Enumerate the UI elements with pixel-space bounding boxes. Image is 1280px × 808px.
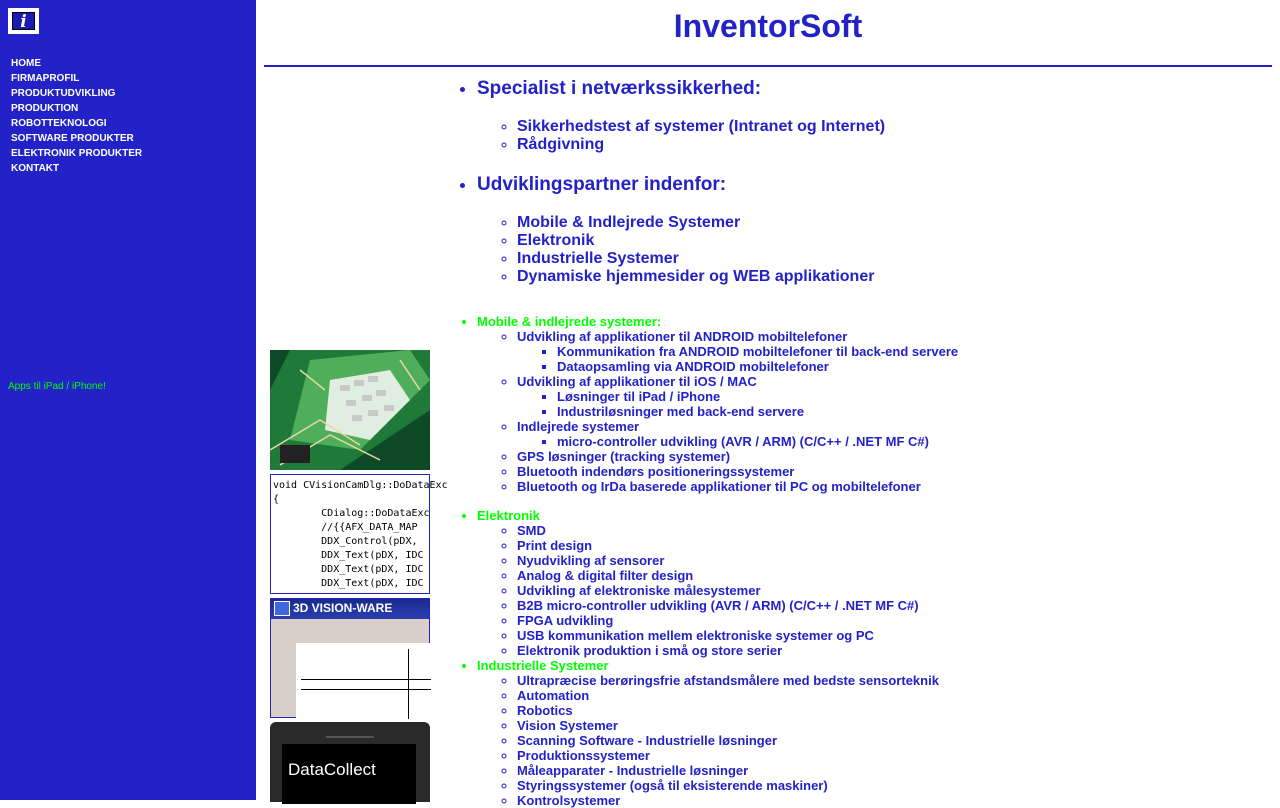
nav-item-software-produkter[interactable]: SOFTWARE PRODUKTER — [11, 133, 134, 144]
list-item-label: Udvikling af applikationer til iOS / MAC — [517, 374, 757, 389]
headline-list — [437, 78, 1277, 286]
circuit-board-image[interactable] — [270, 350, 430, 470]
list-item: ◦ Ultrapræcise berøringsfrie afstandsmålere med bedste sensorteknik — [517, 673, 1277, 688]
list-item: ◦ Elektronik — [517, 232, 1277, 250]
list-item: ◦ Nyudvikling af sensorer — [517, 553, 1277, 568]
page-title: InventorSoft — [673, 8, 863, 44]
list-item — [477, 658, 1277, 808]
list-item: ◦ Bluetooth indendørs positioneringssystemer — [517, 464, 1277, 479]
list-item: ▪ Løsninger til iPad / iPhone — [557, 389, 1277, 404]
list-item-label: Udviklingspartner indenfor: — [477, 174, 727, 195]
list-item: ◦ SMD — [517, 523, 1277, 538]
main-content — [437, 78, 1277, 808]
elektronik-section — [437, 508, 1277, 808]
list-item: ◦ GPS løsninger (tracking systemer) — [517, 449, 1277, 464]
sublist — [477, 673, 1277, 808]
list-item: ◦ USB kommunikation mellem elektroniske systemer og PC — [517, 628, 1277, 643]
list-item: ▪ Dataopsamling via ANDROID mobiltelefoner — [557, 359, 1277, 374]
list-item: ◦ Analog & digital filter design — [517, 568, 1277, 583]
nav-item-elektronik-produkter[interactable]: ELEKTRONIK PRODUKTER — [11, 148, 143, 159]
code-line: DDX_Text(pDX, IDC — [273, 578, 424, 589]
nav-item-home[interactable]: HOME — [11, 58, 41, 69]
code-line: void CVisionCamDlg::DoDataExc — [273, 480, 448, 491]
app-icon — [274, 601, 290, 616]
list-item — [517, 374, 1277, 419]
nav-item-produktudvikling[interactable]: PRODUKTUDVIKLING — [11, 88, 116, 99]
sublist — [517, 389, 1277, 419]
nav-item-kontakt[interactable]: KONTAKT — [11, 163, 60, 174]
list-item: ◦ Scanning Software - Industrielle løsninger — [517, 733, 1277, 748]
phone-label: DataCollect — [288, 760, 376, 779]
nav-item-firmaprofil[interactable]: FIRMAPROFIL — [11, 73, 80, 84]
vision-ware-screenshot[interactable] — [270, 598, 430, 718]
code-line: DDX_Text(pDX, IDC — [273, 564, 424, 575]
list-item: ◦ FPGA udvikling — [517, 613, 1277, 628]
list-item-label: Specialist i netværkssikkerhed: — [477, 78, 762, 99]
sublist — [477, 329, 1277, 494]
grid-line — [408, 649, 409, 719]
list-item: ▪ Industriløsninger med back-end servere — [557, 404, 1277, 419]
list-item: ◦ Måleapparater - Industrielle løsninger — [517, 763, 1277, 778]
list-item-label: Indlejrede systemer — [517, 419, 640, 434]
list-item: ◦ Sikkerhedstest af systemer (Intranet og Internet) — [517, 118, 1277, 136]
nav-item-produktion[interactable]: PRODUKTION — [11, 103, 79, 114]
sublist — [477, 118, 1277, 154]
vision-ware-titlebar — [271, 599, 429, 619]
list-item: ◦ Industrielle Systemer — [517, 250, 1277, 268]
list-item — [477, 174, 1277, 286]
header-divider — [264, 65, 1272, 67]
list-item — [517, 419, 1277, 449]
list-item: ◦ Styringssystemer (også til eksisterende maskiner) — [517, 778, 1277, 793]
phone-screen — [282, 744, 416, 804]
section-heading: Elektronik — [477, 508, 540, 523]
code-line: { — [273, 494, 280, 505]
list-item: ◦ Rådgivning — [517, 136, 1277, 154]
list-item: ◦ Mobile & Indlejrede Systemer — [517, 214, 1277, 232]
list-item: ◦ Robotics — [517, 703, 1277, 718]
grid-line — [301, 689, 431, 690]
code-line: DDX_Text(pDX, IDC — [273, 550, 424, 561]
sublist — [517, 344, 1277, 374]
datacollect-phone-image[interactable] — [270, 722, 430, 802]
list-item: ◦ Bluetooth og IrDa baserede applikationer til PC og mobiltelefoner — [517, 479, 1277, 494]
circuit-board-graphic — [270, 350, 430, 470]
mobile-section — [437, 314, 1277, 494]
list-item: ▪ micro-controller udvikling (AVR / ARM) (C/C++ / .NET MF C#) — [557, 434, 1277, 449]
grid-line — [301, 679, 431, 680]
list-item — [477, 78, 1277, 154]
list-item-label: Udvikling af applikationer til ANDROID mobiltelefoner — [517, 329, 848, 344]
section-heading: Mobile & indlejrede systemer: — [477, 314, 662, 329]
sublist — [477, 523, 1277, 658]
code-line: //{{AFX_DATA_MAP — [273, 522, 418, 533]
list-item: ▪ Kommunikation fra ANDROID mobiltelefoner til back-end servere — [557, 344, 1277, 359]
code-line: DDX_Control(pDX, — [273, 536, 418, 547]
list-item: ◦ Dynamiske hjemmesider og WEB applikationer — [517, 268, 1277, 286]
nav-item-robotteknologi[interactable]: ROBOTTEKNOLOGI — [11, 118, 107, 129]
list-item: ◦ Elektronik produktion i små og store serier — [517, 643, 1277, 658]
list-item: ◦ Print design — [517, 538, 1277, 553]
section-heading: Industrielle Systemer — [477, 658, 609, 673]
sublist — [517, 434, 1277, 449]
logo[interactable] — [8, 8, 39, 34]
list-item — [477, 508, 1277, 658]
code-lines — [271, 475, 448, 591]
list-item — [477, 314, 1277, 494]
sublist — [477, 214, 1277, 286]
vision-ware-title: 3D VISION-WARE — [293, 601, 393, 615]
list-item: ◦ Produktionssystemer — [517, 748, 1277, 763]
list-item: ◦ Vision Systemer — [517, 718, 1277, 733]
code-screenshot[interactable] — [270, 474, 448, 594]
apps-link[interactable]: Apps til iPad / iPhone! — [8, 381, 106, 392]
list-item: ◦ Kontrolsystemer — [517, 793, 1277, 808]
code-line: CDialog::DoDataExc — [273, 508, 430, 519]
phone-speaker — [326, 736, 374, 738]
list-item — [517, 329, 1277, 374]
main-nav — [11, 56, 142, 176]
list-item: ◦ Automation — [517, 688, 1277, 703]
list-item: ◦ B2B micro-controller udvikling (AVR / ARM) (C/C++ / .NET MF C#) — [517, 598, 1277, 613]
vision-ware-panel — [296, 643, 436, 723]
sidebar — [0, 0, 256, 800]
logo-letter: i — [20, 12, 27, 32]
list-item: ◦ Udvikling af elektroniske målesystemer — [517, 583, 1277, 598]
